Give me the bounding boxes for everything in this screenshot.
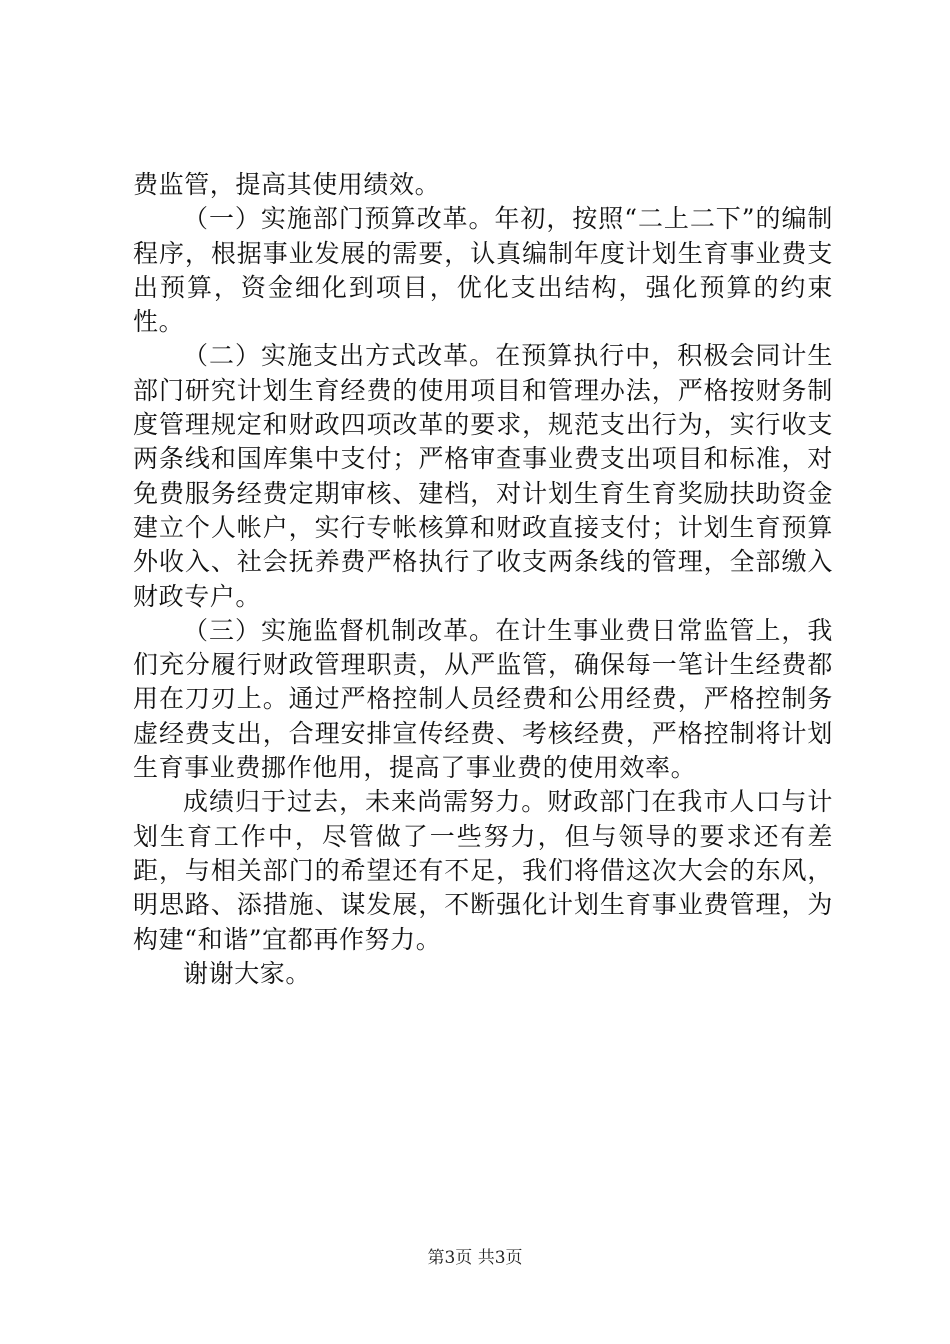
paragraph-budget-reform: （一）实施部门预算改革。年初，按照“二上二下”的编制程序，根据事业发展的需要，认真编制年度计划生育事业费支出预算，资金细化到项目，优化支出结构，强化预算的约束性。 [133, 204, 833, 337]
paragraph-conclusion: 成绩归于过去，未来尚需努力。财政部门在我市人口与计划生育工作中，尽管做了一些努力，但与领导的要求还有差距，与相关部门的希望还有不足，我们将借这次大会的东风，明思路、添措施、谋发展，不断强化计划生育事业费管理，为构建“和谐”宜都再作努力。 [133, 787, 833, 954]
paragraph-thanks: 谢谢大家。 [183, 958, 312, 988]
document-body [133, 168, 833, 991]
paragraph-expenditure-reform: （二）实施支出方式改革。在预算执行中，积极会同计生部门研究计划生育经费的使用项目和管理办法，严格按财务制度管理规定和财政四项改革的要求，规范支出行为，实行收支两条线和国库集中支付；严格审查事业费支出项目和标准，对免费服务经费定期审核、建档，对计划生育生育奖励扶助资金建立个人帐户，实行专帐核算和财政直接支付；计划生育预算外收入、社会抚养费严格执行了收支两条线的管理，全部缴入财政专户。 [133, 341, 833, 611]
paragraph-continuation: 费监管，提高其使用绩效。 [133, 170, 441, 199]
page-number: 第3页 共3页 [427, 1248, 523, 1268]
paragraph-supervision-reform: （三）实施监督机制改革。在计生事业费日常监管上，我们充分履行财政管理职责，从严监管，确保每一笔计生经费都用在刀刃上。通过严格控制人员经费和公用经费，严格控制务虚经费支出，合理安排宣传经费、考核经费，严格控制将计划生育事业费挪作他用，提高了事业费的使用效率。 [133, 615, 833, 783]
